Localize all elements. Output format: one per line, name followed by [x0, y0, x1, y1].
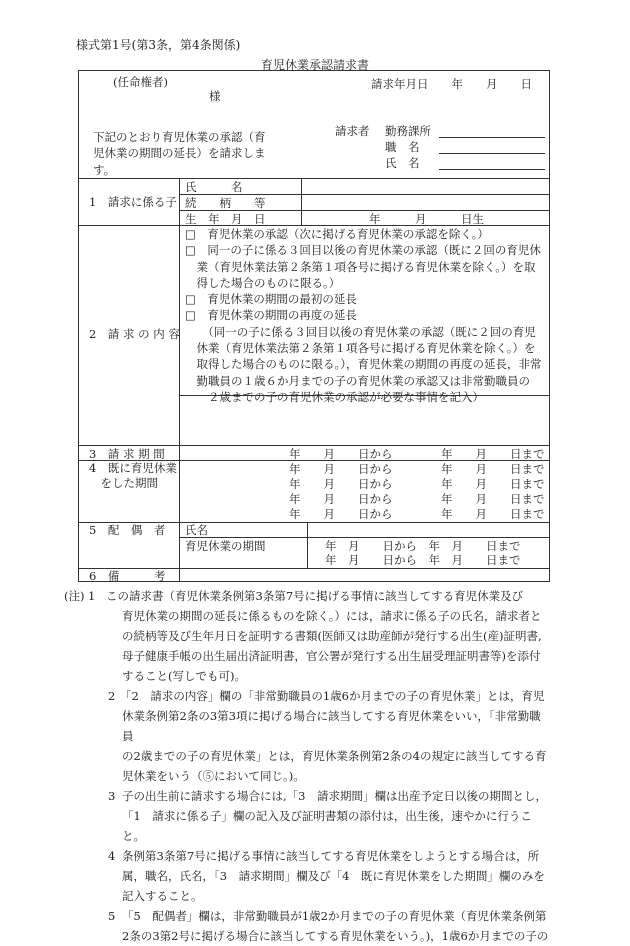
content-line: （同一の子に係る３回目以後の育児休業の承認（既に２回の育児: [185, 324, 536, 339]
note-number: 5: [108, 909, 116, 923]
notes-prefix: (注): [64, 589, 85, 603]
form-title: 育児休業承認請求書: [260, 58, 369, 72]
note-number: 4: [108, 849, 116, 863]
content-line: □ 同一の子に係る３回目以後の育児休業の承認（既に２回の育児休: [185, 243, 541, 258]
past-row-to[interactable]: 年 月 日まで: [441, 462, 545, 476]
request-date[interactable]: 請求年月日 年 月 日: [371, 77, 532, 91]
content-line: ２歳までの子の育児休業の承認が必要な事情を記入）: [185, 389, 484, 404]
remarks-section-label: 6 備 考: [89, 569, 166, 583]
notes-section: [64, 586, 550, 946]
child-birthdate-value[interactable]: 年 月 日生: [369, 212, 484, 226]
spouse-name-label: 氏名: [185, 523, 208, 537]
note-number: 1: [88, 589, 96, 603]
content-section-label: 2 請 求 の 内 容: [89, 327, 180, 341]
past-row-from[interactable]: 年 月 日から: [289, 507, 393, 521]
note-item: 5 「5 配偶者」欄は，非常勤職員が1歳2か月までの子の育児休業（育児休業条例第 2条の3第2号に掲げる場合に該当してする育児休業をいう。)，1歳6か月までの子の: [78, 906, 550, 946]
content-line: 勤職員の１歳６か月までの子の育児休業の承認又は非常勤職員の: [185, 373, 530, 388]
child-relation-label: 続 柄 等: [185, 196, 266, 210]
past-row-to[interactable]: 年 月 日まで: [441, 492, 545, 506]
note-item: 4 条例第3条第7号に掲げる事情に該当してする育児休業をしようとする場合は，所 属，職名，氏名，「3 請求期間」欄及び「4 既に育児休業をした期間」欄のみを 記入すること。: [78, 846, 550, 906]
child-birthdate-label: 生 年 月 日: [185, 212, 266, 226]
past-row-from[interactable]: 年 月 日から: [289, 462, 393, 476]
spouse-section-label: 5 配 偶 者: [89, 523, 166, 537]
content-line: 得した場合のものに限る。）: [185, 275, 341, 290]
content-line: 休業（育児休業法第２条第１項各号に掲げる育児休業を除く。）を: [185, 341, 536, 356]
spouse-period-label: 育児休業の期間: [185, 539, 266, 553]
note-item: 3 子の出生前に請求する場合には,「3 請求期間」欄は出産予定日以後の期間とし， 「1 請求に係る子」欄の記入及び証明書類の添付は，出生後，速やかに行うこと。: [78, 786, 550, 846]
past-row-to[interactable]: 年 月 日まで: [441, 477, 545, 491]
past-section-label: 4 既に育児休業 をした期間: [89, 461, 177, 490]
requester-position-label: 職 名: [385, 140, 420, 154]
appointer-label: (任命権者): [113, 75, 168, 89]
content-line: □ 育児休業の承認（次に掲げる育児休業の承認を除く。）: [185, 227, 489, 241]
sama-label: 様: [209, 89, 221, 103]
past-row-from[interactable]: 年 月 日から: [289, 477, 393, 491]
period-to[interactable]: 年 月 日まで: [441, 447, 545, 461]
content-line: 取得した場合のものに限る。），育児休業の期間の再度の延長，非常: [185, 357, 542, 372]
requester-office-label: 勤務課所: [385, 124, 431, 138]
spouse-period-row[interactable]: 年 月 日から 年 月 日まで: [325, 539, 521, 553]
past-row-from[interactable]: 年 月 日から: [289, 492, 393, 506]
content-line: 業（育児休業法第２条第１項各号に掲げる育児休業を除く。）を取: [185, 259, 536, 274]
period-from[interactable]: 年 月 日から: [289, 447, 393, 461]
request-form-table: [78, 70, 550, 582]
past-row-to[interactable]: 年 月 日まで: [441, 507, 545, 521]
note-item: 1 この請求書（育児休業条例第3条第7号に掲げる事情に該当してする育児休業及び 育児休業の期間の延長に係るものを除く。）には，請求に係る子の氏名，請求者と の続柄等及び生年月日を証明する書類(医師又は助産師が発行する出生(産)証明書, 母子健康手帳の出生届出済証明書，官公署が発行する出生届受理証明書等)を添付 すること(写しでも可)。: [78, 586, 550, 686]
requester-position-field[interactable]: [439, 153, 545, 154]
requester-label: 請求者: [335, 124, 370, 138]
note-number: 3: [108, 789, 116, 803]
spouse-period-row[interactable]: 年 月 日から 年 月 日まで: [325, 553, 521, 567]
child-section-label: 1 請求に係る子: [89, 195, 177, 209]
child-name-label: 氏 名: [185, 180, 243, 194]
requester-office-field[interactable]: [439, 137, 545, 138]
note-number: 2: [108, 689, 116, 703]
content-line: □ 育児休業の期間の最初の延長: [185, 292, 357, 307]
period-section-label: 3 請 求 期 間: [89, 447, 165, 461]
content-line: □ 育児休業の期間の再度の延長: [185, 308, 357, 323]
requester-name-field[interactable]: [439, 169, 545, 170]
content-reason-field[interactable]: [180, 396, 548, 444]
intro-text: 下記のとおり育児休業の承認（育 児休業の期間の延長）を請求しま す。: [93, 130, 266, 177]
form-number: 様式第1号(第3条，第4条関係): [76, 38, 241, 52]
requester-name-label: 氏 名: [385, 156, 420, 170]
note-item: 2 「2 請求の内容」欄の「非常勤職員の1歳6か月までの子の育児休業」とは，育児 休業条例第2条の3第3項に掲げる場合に該当してする育児休業をいい，「非常勤職員 の2歳までの子の育児休業」とは，育児休業条例第2条の4の規定に該当してする育 児休業をいう（⑤において同じ。)。: [78, 686, 550, 786]
content-options[interactable]: [185, 226, 542, 405]
